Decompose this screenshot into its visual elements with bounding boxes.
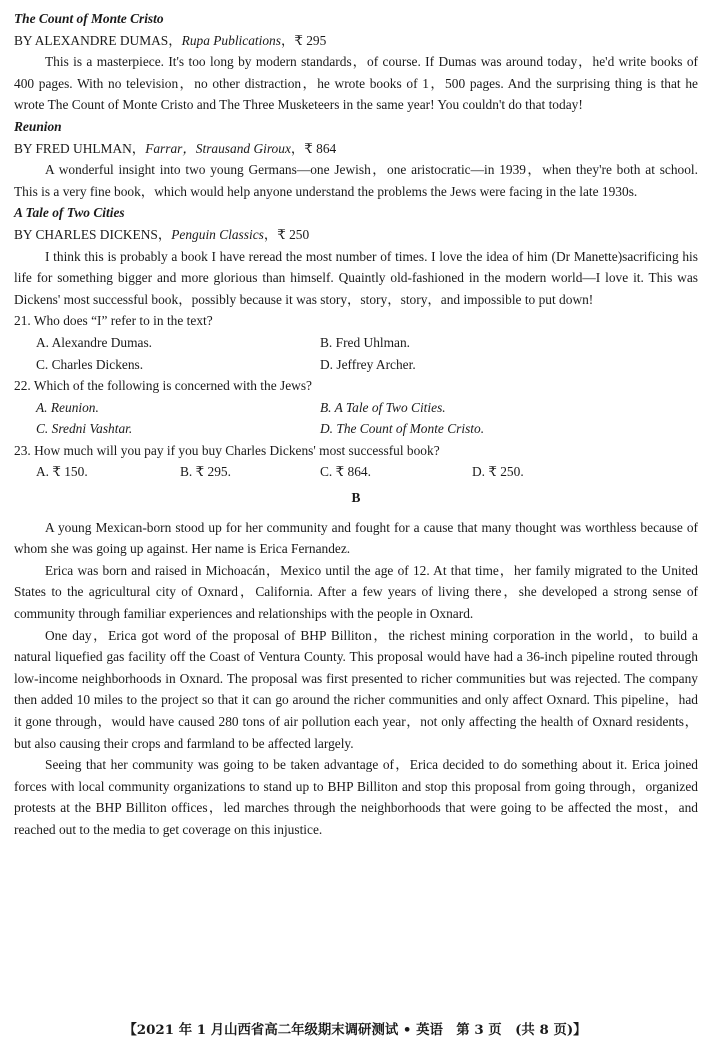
option-row — [14, 461, 698, 483]
option-a[interactable]: A. ₹ 150. — [36, 464, 88, 480]
option-c[interactable]: C. Sredni Vashtar. — [36, 421, 133, 437]
section-heading: B — [351, 490, 361, 506]
question-stem: 22. Which of the following is concerned with the Jews? — [14, 378, 312, 394]
exam-page — [14, 8, 698, 841]
option-row — [14, 332, 698, 354]
byline-price: ，₹ 250 — [263, 226, 310, 242]
passage-paragraph: One day，Erica got word of the proposal of BHP Billiton，the richest mining corporation in the world，to build a natural liquefied gas facility off the Coast of Ventura County. This proposal would have had a 36-inch pipeline routed through low-income neighborhoods in Oxnard. The proposal was first presented to richer communities but was rejected. The company then added 10 miles to the project so that it can go around the richer communities and only affect Oxnard. This pipeline，had it gone through，would have caused 280 tons of air pollution each year，not only affecting the health of Oxnard residents，but also causing their crops and farmland to be affected largely. — [14, 627, 698, 751]
byline-publisher: Rupa Publications — [181, 32, 281, 48]
book-review: A wonderful insight into two young Germans—one Jewish，one aristocratic—in 1939，when they're both at school. This is a very fine book，which would help anyone understand the problems the Jews were facing in the late 1930s. — [14, 162, 698, 199]
option-b[interactable]: B. Fred Uhlman. — [320, 334, 411, 350]
option-a[interactable]: A. Reunion. — [36, 399, 99, 415]
page-footer: 【2021 年 1 月山西省高二年级期末调研测试 • 英语 第 3 页 (共 8 页)】 — [123, 1022, 587, 1038]
book-title: Reunion — [14, 118, 62, 134]
option-d[interactable]: D. Jeffrey Archer. — [320, 356, 416, 372]
passage-paragraph: A young Mexican-born stood up for her community and fought for a cause that many thought was worthless because of whom she was going up against. Her name is Erica Fernandez. — [14, 519, 698, 557]
option-row — [14, 354, 698, 376]
option-d[interactable]: D. The Count of Monte Cristo. — [320, 421, 485, 437]
question-stem: 23. How much will you pay if you buy Charles Dickens' most successful book? — [14, 442, 440, 458]
book-review: I think this is probably a book I have reread the most number of times. I love the idea of him (Dr Manette)sacrificing his life for something bigger and more glorious than himself. Quaintly old-fashioned in the modern world—I love it. This was Dickens' most successful book，possibly because it was story，story，story，and impossible to put down! — [14, 248, 698, 307]
byline-author: BY ALEXANDRE DUMAS， — [14, 32, 182, 48]
option-b[interactable]: B. ₹ 295. — [180, 464, 231, 480]
book-title: The Count of Monte Cristo — [14, 11, 164, 26]
question-stem: 21. Who does “I” refer to in the text? — [14, 313, 213, 329]
passage-paragraph: Erica was born and raised in Michoacán，Mexico until the age of 12. At that time，her family migrated to the United States to the agricultural city of Oxnard，California. After a few years of living there，she developed a strong sense of community through familiar experiences and relationships with the people in Oxnard. — [14, 562, 698, 622]
byline-publisher: Farrar，Strausand Giroux — [145, 140, 291, 156]
byline-author: BY CHARLES DICKENS， — [14, 226, 172, 242]
option-d[interactable]: D. ₹ 250. — [472, 464, 524, 480]
byline-publisher: Penguin Classics — [171, 226, 264, 242]
book-byline — [14, 30, 698, 52]
option-a[interactable]: A. Alexandre Dumas. — [36, 334, 153, 350]
byline-author: BY FRED UHLMAN， — [14, 140, 146, 156]
book-title: A Tale of Two Cities — [14, 205, 125, 221]
book-review: This is a masterpiece. It's too long by modern standards，of course. If Dumas was around today，he'd write books of 400 pages. With no television，no other distraction，he wrote books of 1，500 pages. And the surprising thing is that he wrote The Count of Monte Cristo and The Three Musketeers in the same year! You couldn't do that today! — [14, 54, 698, 113]
option-b[interactable]: B. A Tale of Two Cities. — [320, 399, 446, 415]
book-byline — [14, 224, 698, 246]
option-row — [14, 397, 698, 419]
option-c[interactable]: C. Charles Dickens. — [36, 356, 144, 372]
book-byline — [14, 138, 698, 160]
byline-price: ，₹ 295 — [280, 32, 327, 48]
byline-price: ，₹ 864 — [290, 140, 337, 156]
option-row — [14, 418, 698, 440]
passage-paragraph: Seeing that her community was going to be taken advantage of，Erica decided to do something about it. Erica joined forces with local community organizations to stand up to BHP Billiton and stop this proposal from going through，organized protests at the BHP Billiton offices，led marches through the neighborhoods that were going to be affected the most，and reached out to the media to get coverage on this injustice. — [14, 757, 698, 837]
option-c[interactable]: C. ₹ 864. — [320, 464, 371, 480]
